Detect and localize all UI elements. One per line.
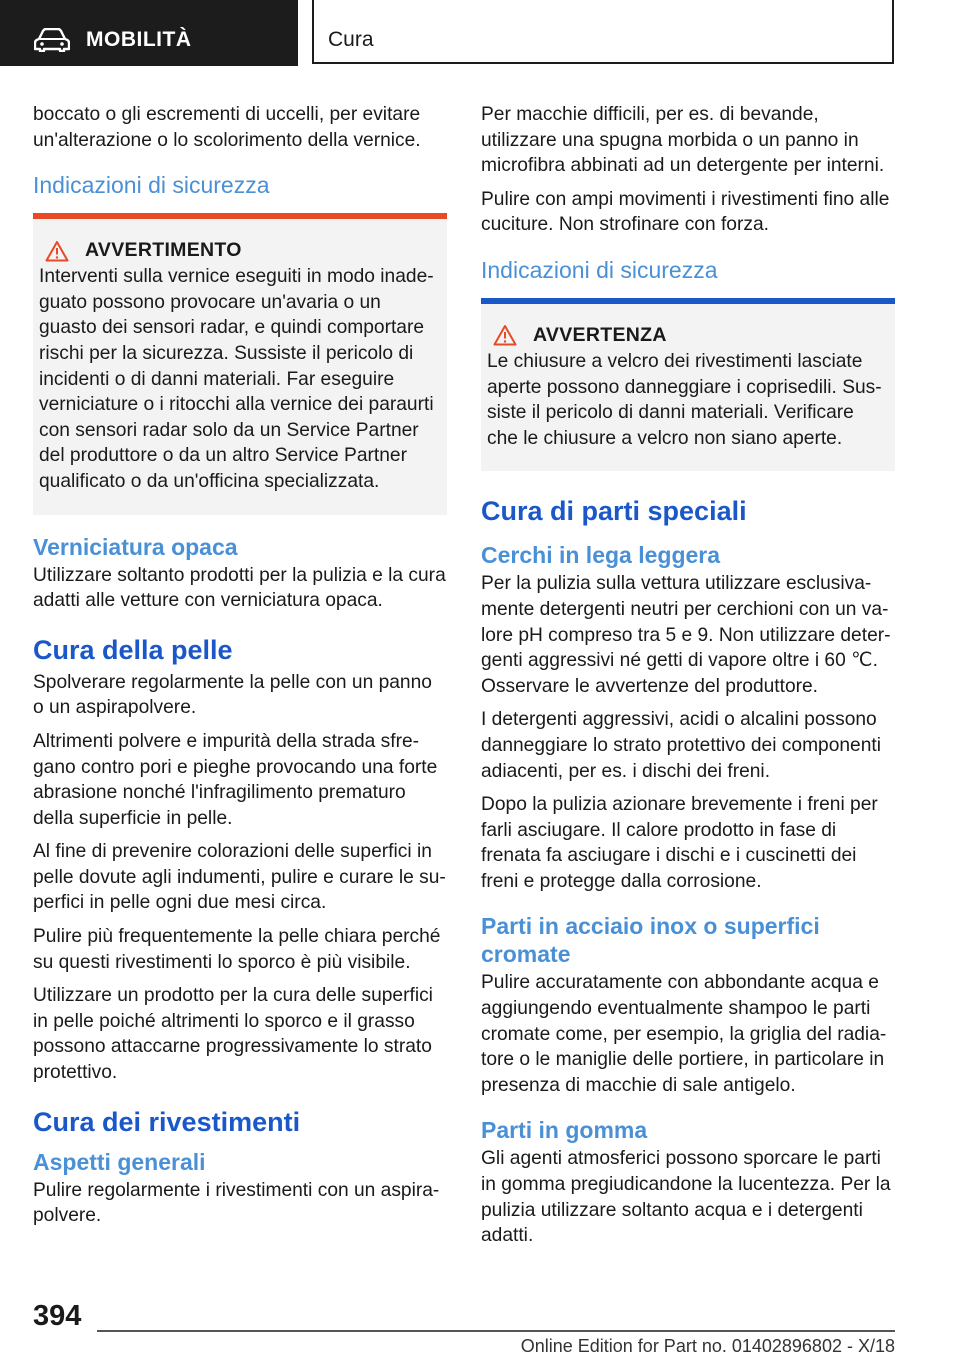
paragraph: Pulire regolarmente i rivestimenti con un aspirapolvere. (33, 1179, 440, 1227)
heading-safety: Indicazioni di sicurezza (33, 172, 270, 199)
page-header (0, 0, 960, 66)
chapter-label: Cura (328, 28, 374, 51)
paragraph: boccato o gli escrementi di uccelli, per evitare un'alterazione o lo scolorimento della vernice. (33, 104, 421, 151)
paragraph: I detergenti aggressivi, acidi o alcalini possono danneggiare lo strato protettivo dei componenti adiacenti, per es. i dischi dei freni. (481, 709, 881, 782)
warning-box (33, 213, 447, 514)
warning-text: Interventi sulla vernice eseguiti in modo inadeguato possono provocare un'avaria o un guasto dei sensori radar, e quindi comportare rischi per la sicurezza. Sussiste il pericolo di incidenti o di danni materiali. Far eseguire verniciature o i ritocchi alla vernice dei paraurti con sensori radar solo da un Service Partner del produttore o da un altro Service Partner qualificato o da un'officina specializzata. (39, 266, 434, 492)
paragraph: Pulire accuratamente con abbondante acqua e aggiungendo eventualmente shampoo le parti cromate come, per esempio, la griglia del radiatore o le maniglie delle portiere, in particolare in presenza di macchie di sale antigelo. (481, 972, 887, 1096)
page-number: 394 (33, 1300, 82, 1332)
heading-general: Aspetti generali (33, 1148, 206, 1175)
car-icon (34, 28, 70, 52)
warning-header (39, 239, 441, 262)
heading-rubber-parts: Parti in gomma (481, 1117, 648, 1144)
caution-text: Le chiusure a velcro dei rivestimenti lasciate aperte possono danneggiare i coprisedili. Sussiste il pericolo di danni materiali. Verificare che le chiusure a velcro non siano aperte. (487, 350, 882, 449)
paragraph: Pulire con ampi movimenti i rivestimenti fino alle cuciture. Non strofinare con forza. (481, 188, 890, 236)
heading-leather-care: Cura della pelle (33, 634, 233, 665)
paragraph: Pulire più frequentemente la pelle chiara perché su questi rivestimenti lo sporco è più visibile. (33, 926, 441, 973)
heading-upholstery-care: Cura dei rivestimenti (33, 1106, 301, 1137)
paragraph: Gli agenti atmosferici possono sporcare le parti in gomma pregiudicandone la lucentezza. Per la pulizia utilizzare soltanto acqua e i detergenti adatti. (481, 1148, 891, 1247)
warning-triangle-icon (45, 240, 69, 262)
heading-matte-paint: Verniciatura opaca (33, 533, 238, 560)
section-tab[interactable] (0, 0, 298, 66)
warning-triangle-icon (493, 324, 517, 346)
edition-note: Online Edition for Part no. 01402896802 - X/18 (520, 1336, 895, 1356)
paragraph: Al fine di prevenire colorazioni delle superfici in pelle dovute agli indumenti, pulire e curare le superfici in pelle ogni due mesi circa. (33, 841, 446, 914)
footer-divider (97, 1330, 895, 1332)
section-label: MOBILITÀ (86, 28, 192, 51)
paragraph: Per macchie difficili, per es. di bevande, utilizzare una spugna morbida o un panno in microfibra abbinati ad un detergente per interni. (481, 104, 885, 177)
heading-special-parts: Cura di parti speciali (481, 496, 747, 527)
heading-stainless-steel: Parti in acciaio inox o superfici cromate (481, 913, 820, 968)
right-column (481, 102, 895, 1257)
caution-header (487, 324, 889, 347)
heading-safety: Indicazioni di sicurezza (481, 256, 718, 283)
heading-alloy-rims: Cerchi in lega leggera (481, 542, 721, 569)
paragraph: Per la pulizia sulla vettura utilizzare esclusivamente detergenti neutri per cerchioni con un valore pH compreso tra 5 e 9. Non utilizzare detergenti aggressivi né getti di vapore oltre i 60 ℃. Osservare le avvertenze del produttore. (481, 573, 891, 697)
paragraph: Dopo la pulizia azionare brevemente i freni per farli asciugare. Il calore prodotto in fase di frenata fa asciugare i dischi e i cuscinetti dei freni e protegge dalla corrosione. (481, 794, 878, 892)
paragraph: Utilizzare un prodotto per la cura delle superfici in pelle poiché altrimenti lo sporco e il grasso possono attaccarne progressivamente lo strato protettivo. (33, 985, 433, 1084)
warning-title: AVVERTIMENTO (85, 239, 242, 262)
caution-title: AVVERTENZA (533, 323, 667, 346)
caution-box (481, 298, 895, 471)
left-column (33, 102, 447, 1237)
chapter-tab[interactable] (312, 0, 894, 64)
paragraph: Spolverare regolarmente la pelle con un panno o un aspirapolvere. (33, 671, 432, 719)
page-footer (0, 1296, 960, 1362)
paragraph: Altrimenti polvere e impurità della strada sfregano contro pori e pieghe provocando una forte abrasione nonché l'infragilimento prematuro della superficie in pelle. (33, 730, 438, 829)
paragraph: Utilizzare soltanto prodotti per la pulizia e la cura adatti alle vetture con verniciatura opaca. (33, 564, 446, 612)
